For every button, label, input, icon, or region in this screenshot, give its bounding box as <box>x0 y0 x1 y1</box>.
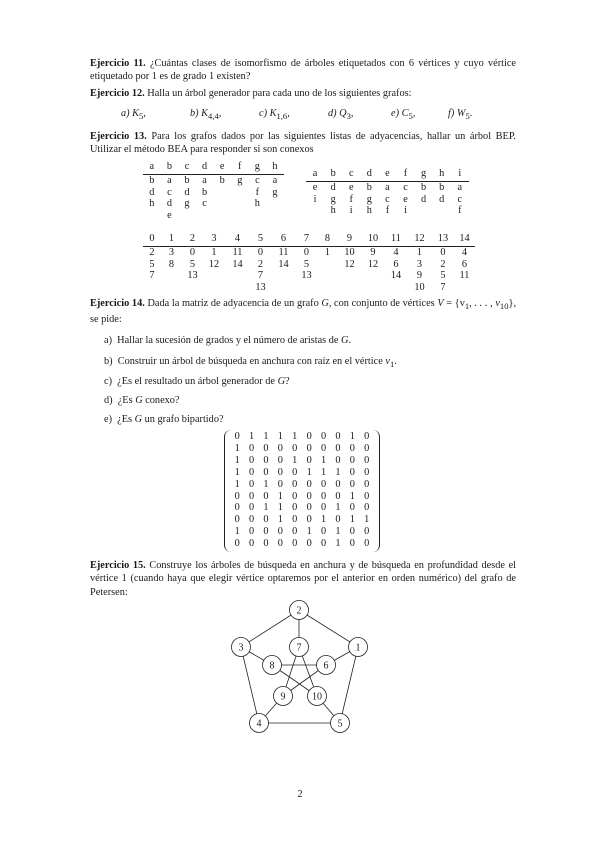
matrix-cell: 0 <box>320 431 327 442</box>
table-cell: c <box>403 181 408 193</box>
table-cell: g <box>184 198 190 210</box>
matrix-cell: 1 <box>292 431 298 442</box>
matrix-cell: 0 <box>349 538 355 550</box>
table-header-cell: e <box>213 161 231 174</box>
graph-item-f: f) $W_5$. <box>448 108 473 122</box>
table-header-cell: c <box>178 161 196 174</box>
matrix-cell: 0 <box>335 514 341 526</box>
exercise-12-label: Ejercicio 12. <box>90 88 145 99</box>
exercise-11-text: ¿Cuántas clases de isomorfismo de árboles etiquetados con 6 vértices y cuyo vértice etiquetado por 1 es de grado 1 existen? <box>90 58 516 83</box>
matrix-cell: 0 <box>277 538 283 550</box>
table-cell: 10 <box>414 282 425 294</box>
matrix-cell: 0 <box>249 454 255 466</box>
table-cell: c <box>385 193 390 205</box>
table-cell: 0 <box>189 246 196 258</box>
table-cell: c <box>202 198 207 210</box>
table-cell: c <box>167 186 172 198</box>
matrix-cell: 0 <box>292 514 298 526</box>
table-cell: g <box>366 193 372 205</box>
table-header-cell: 1 <box>161 233 182 246</box>
matrix-cell: 0 <box>234 490 240 502</box>
matrix-cell: 0 <box>335 490 341 502</box>
table-cell: 9 <box>416 270 423 282</box>
table-cell: 2 <box>257 258 264 270</box>
matrix-cell: 0 <box>349 442 355 454</box>
matrix-cell: 0 <box>306 490 312 502</box>
matrix-cell: 0 <box>263 466 269 478</box>
table-header-cell: a <box>306 168 324 181</box>
table-cell: 13 <box>187 270 198 282</box>
table-cell: 3 <box>168 246 175 258</box>
table-cell: b <box>366 181 372 193</box>
table-cell: 8 <box>168 258 175 270</box>
table-cell: 11 <box>232 246 243 258</box>
matrix-cell: 1 <box>234 442 240 454</box>
table-cell: b <box>439 181 445 193</box>
table-header-cell: f <box>231 161 249 174</box>
matrix-cell: 0 <box>349 466 355 478</box>
matrix-cell: 0 <box>234 514 240 526</box>
table-cell: 5 <box>149 258 155 270</box>
table-cell: h <box>330 205 336 217</box>
table-cell: 7 <box>257 270 264 282</box>
matrix-cell: 0 <box>263 526 269 538</box>
matrix-cell: 0 <box>306 454 312 466</box>
graph-node-label: 6 <box>323 660 329 672</box>
table-cell: g <box>330 193 336 205</box>
table-cell: f <box>255 186 260 198</box>
edge-2-1 <box>299 610 358 647</box>
table-header-cell: 10 <box>361 233 385 246</box>
matrix-cell: 0 <box>263 490 269 502</box>
edge-3-4 <box>241 647 259 723</box>
matrix-cell: 0 <box>234 431 240 442</box>
matrix-cell: 0 <box>335 478 341 490</box>
matrix-cell: 0 <box>249 514 255 526</box>
matrix-cell: 0 <box>364 538 370 550</box>
exercise-11-label: Ejercicio 11. <box>90 58 146 69</box>
exercise-14-item-b: b) Construir un árbol de búsqueda en anchura con raíz en el vértice $v_1$. <box>104 356 397 370</box>
matrix-cell: 0 <box>263 514 269 526</box>
graph-item-b: b) $K_{4,4}$, <box>190 108 222 122</box>
matrix-cell: 0 <box>320 490 327 502</box>
edge-1-5 <box>340 647 358 723</box>
table-cell: b <box>421 181 427 193</box>
matrix-cell: 1 <box>335 538 341 550</box>
table-cell: e <box>348 181 354 193</box>
table-cell: a <box>202 174 207 186</box>
matrix-cell: 1 <box>349 490 355 502</box>
graph-node-label: 7 <box>296 642 302 654</box>
table-header-cell: 8 <box>317 233 338 246</box>
matrix-cell: 0 <box>349 502 355 514</box>
table-cell: 13 <box>301 270 312 282</box>
table-cell: a <box>167 174 172 186</box>
table-cell: 14 <box>390 270 402 282</box>
table-cell: 1 <box>324 246 331 258</box>
table-header-cell: g <box>415 168 433 181</box>
graph-node-label: 9 <box>280 691 286 703</box>
matrix-cell: 0 <box>320 502 327 514</box>
table-cell: c <box>255 174 260 186</box>
matrix-cell: 0 <box>277 454 283 466</box>
table-cell: d <box>439 193 445 205</box>
matrix-cell: 0 <box>335 431 341 442</box>
table-header-cell: 7 <box>296 233 317 246</box>
matrix-cell: 1 <box>234 454 240 466</box>
table-header-cell: 11 <box>385 233 407 246</box>
table-cell: a <box>385 181 390 193</box>
table-header-cell: 9 <box>338 233 361 246</box>
table-header-cell: 13 <box>432 233 454 246</box>
matrix-cell: 1 <box>320 466 327 478</box>
matrix-cell: 1 <box>349 431 355 442</box>
exercise-12-text: Halla un árbol generador para cada uno de los siguientes grafos: <box>147 88 412 99</box>
table-cell: e <box>403 193 408 205</box>
table-header-cell: i <box>451 168 469 181</box>
matrix-cell: 0 <box>364 526 370 538</box>
table-cell: e <box>167 210 172 222</box>
exercise-15-label: Ejercicio 15. <box>90 560 146 571</box>
matrix-cell: 1 <box>234 466 240 478</box>
table-header-cell: f <box>396 168 414 181</box>
table-cell: a <box>457 181 463 193</box>
table-cell: a <box>272 174 278 186</box>
table-cell: h <box>366 205 372 217</box>
table-cell: e <box>312 181 318 193</box>
table-header-cell: c <box>342 168 360 181</box>
exercise-14-item-e: e) ¿Es G un grafo bipartido? <box>104 414 224 425</box>
table-cell: 14 <box>278 258 289 270</box>
matrix-cell: 1 <box>320 454 327 466</box>
exercise-14-item-a: a) Hallar la sucesión de grados y el número de aristas de G. <box>104 335 352 346</box>
matrix-cell: 0 <box>349 478 355 490</box>
table-cell: 11 <box>278 246 289 258</box>
table-cell: 12 <box>344 258 355 270</box>
table-cell: h <box>254 198 260 210</box>
table-cell: b <box>219 174 225 186</box>
matrix-cell: 0 <box>306 478 312 490</box>
exercise-14-item-c: c) ¿Es el resultado un árbol generador de G? <box>104 376 290 387</box>
matrix-cell: 0 <box>306 442 312 454</box>
matrix-cell: 0 <box>306 538 312 550</box>
table-cell: g <box>237 174 243 186</box>
matrix-cell: 1 <box>277 514 283 526</box>
petersen-edges <box>238 610 358 723</box>
graph-item-d: d) $Q_3$, <box>328 108 354 122</box>
matrix-cell: 1 <box>263 478 269 490</box>
matrix-cell: 1 <box>349 514 355 526</box>
matrix-cell: 0 <box>292 490 298 502</box>
petersen-nodes <box>232 601 368 733</box>
matrix-cell: 1 <box>234 526 240 538</box>
matrix-cell: 0 <box>234 502 240 514</box>
matrix-cell: 0 <box>335 442 341 454</box>
matrix-cell: 0 <box>320 526 327 538</box>
table-cell: i <box>313 193 317 205</box>
table-header-cell: d <box>196 161 214 174</box>
matrix-cell: 0 <box>263 442 269 454</box>
graph-node-label: 10 <box>312 691 322 703</box>
matrix-cell: 0 <box>277 442 283 454</box>
matrix-cell: 0 <box>263 538 269 550</box>
table-header-cell: g <box>249 161 267 174</box>
matrix-cell: 1 <box>320 514 327 526</box>
table-cell: d <box>330 181 336 193</box>
matrix-cell: 1 <box>335 526 341 538</box>
edge-2-3 <box>241 610 299 647</box>
exercise-13-text: Para los grafos dados por las siguientes listas de adyacencias, hallar un árbol BEP. Utilizar el método BEA para responder si son conexos <box>90 131 516 156</box>
matrix-cell: 0 <box>249 502 255 514</box>
graph-node-label: 2 <box>296 605 302 617</box>
matrix-cell: 0 <box>292 502 298 514</box>
matrix-cell: 1 <box>306 526 312 538</box>
matrix-cell: 1 <box>277 490 283 502</box>
table-header-cell: 6 <box>271 233 296 246</box>
table-header-cell: d <box>360 168 378 181</box>
matrix-cell: 1 <box>263 502 269 514</box>
table-cell: 10 <box>344 246 355 258</box>
exercise-15-text: Construye los árboles de búsqueda en anchura y de búsqueda en profundidad desde el vértice 1 (cuando haya que elegir vértice optaremos por el anterior en orden numérico) del grafo de Petersen: <box>90 560 516 598</box>
table-cell: b <box>149 174 155 186</box>
matrix-cell: 1 <box>234 478 240 490</box>
table-cell: 4 <box>393 246 399 258</box>
table-header-cell: a <box>143 161 161 174</box>
table-cell: d <box>166 198 172 210</box>
matrix-cell: 0 <box>320 478 327 490</box>
table-cell: d <box>149 186 155 198</box>
table-cell: 5 <box>189 258 196 270</box>
table-cell: 14 <box>232 258 243 270</box>
matrix-cell: 0 <box>364 490 370 502</box>
table-cell: 0 <box>440 246 446 258</box>
graph-item-e: e) $C_5$, <box>391 108 416 122</box>
matrix-cell: 0 <box>277 478 283 490</box>
table-header-cell: b <box>161 161 179 174</box>
table-cell: i <box>349 205 353 217</box>
table-cell: 6 <box>393 258 399 270</box>
matrix-cell: 0 <box>349 526 355 538</box>
matrix-cell: 0 <box>364 442 370 454</box>
matrix-cell: 0 <box>364 454 370 466</box>
matrix-cell: 0 <box>364 502 370 514</box>
matrix-cell: 0 <box>364 466 370 478</box>
matrix-cell: 0 <box>364 431 370 442</box>
table-header-cell: 4 <box>225 233 250 246</box>
matrix-cell: 0 <box>249 442 255 454</box>
matrix-cell: 1 <box>335 502 341 514</box>
matrix-cell: 1 <box>277 431 283 442</box>
matrix-cell: 0 <box>292 538 298 550</box>
matrix-cell: 0 <box>349 454 355 466</box>
table-cell: 1 <box>416 246 423 258</box>
table-header-cell: h <box>266 161 284 174</box>
exercise-14: Ejercicio 14. Dada la matriz de adyacencia de un grafo G, con conjunto de vértices $V = \{v_1$, . . . , $v_{10}$}, se pide: <box>90 298 517 326</box>
table-cell: 11 <box>459 270 470 282</box>
table-cell: d <box>184 186 190 198</box>
graph-node-label: 1 <box>355 642 361 654</box>
table-cell: 1 <box>211 246 217 258</box>
matrix-cell: 1 <box>277 502 283 514</box>
exercise-14-item-d: d) ¿Es G conexo? <box>104 395 180 406</box>
graph-node-label: 3 <box>238 642 244 654</box>
table-cell: c <box>457 193 463 205</box>
matrix-cell: 0 <box>249 526 255 538</box>
matrix-cell: 0 <box>249 490 255 502</box>
table-header-cell: e <box>378 168 396 181</box>
graph-node-label: 8 <box>269 660 275 672</box>
table-cell: 2 <box>149 246 155 258</box>
table-cell: 0 <box>257 246 264 258</box>
table-cell: 9 <box>370 246 376 258</box>
matrix-cell: 0 <box>277 526 283 538</box>
matrix-cell: 0 <box>249 538 255 550</box>
table-cell: 12 <box>208 258 220 270</box>
table-cell: h <box>149 198 155 210</box>
table-cell: f <box>458 205 462 217</box>
matrix-cell: 1 <box>263 431 269 442</box>
matrix-cell: 0 <box>306 431 312 442</box>
matrix-cell: 0 <box>364 478 370 490</box>
matrix-cell: 1 <box>306 466 312 478</box>
table-cell: 4 <box>461 246 468 258</box>
matrix-cell: 0 <box>263 454 269 466</box>
graph-item-c: c) $K_{1,6}$, <box>259 108 290 122</box>
table-cell: 3 <box>416 258 423 270</box>
matrix-cell: 0 <box>292 442 298 454</box>
matrix-cell: 0 <box>320 442 327 454</box>
table-cell: d <box>421 193 427 205</box>
table-header-cell: 12 <box>407 233 432 246</box>
matrix-cell: 0 <box>335 454 341 466</box>
graph-node-label: 5 <box>337 718 343 730</box>
matrix-cell: 0 <box>320 538 327 550</box>
matrix-cell: 0 <box>234 538 240 550</box>
table-cell: b <box>202 186 208 198</box>
table-cell: g <box>272 186 278 198</box>
matrix-cell: 0 <box>306 514 312 526</box>
table-cell: 12 <box>367 258 379 270</box>
exercise-14-label: Ejercicio 14. <box>90 298 145 309</box>
matrix-cell: 1 <box>364 514 370 526</box>
matrix-cell: 0 <box>292 466 298 478</box>
table-cell: 5 <box>440 270 446 282</box>
table-cell: 13 <box>255 282 266 294</box>
exercise-13-label: Ejercicio 13. <box>90 131 147 142</box>
table-header-cell: 14 <box>454 233 475 246</box>
table-header-cell: h <box>433 168 451 181</box>
table-cell: 2 <box>440 258 446 270</box>
matrix-cell: 1 <box>249 431 255 442</box>
matrix-cell: 0 <box>292 526 298 538</box>
matrix-cell: 0 <box>277 466 283 478</box>
table-cell: 6 <box>461 258 468 270</box>
graph-item-a: a) $K_5$, <box>121 108 146 122</box>
table-header-cell: 5 <box>250 233 271 246</box>
table-header-cell: 0 <box>143 233 161 246</box>
matrix-cell: 0 <box>306 502 312 514</box>
table-header-cell: b <box>324 168 342 181</box>
table-cell: 7 <box>149 270 155 282</box>
table-header-cell: 2 <box>182 233 203 246</box>
table-cell: f <box>349 193 353 205</box>
table-cell: b <box>184 174 190 186</box>
matrix-cell: 0 <box>292 478 298 490</box>
matrix-cell: 0 <box>249 478 255 490</box>
matrix-cell: 0 <box>249 466 255 478</box>
matrix-cell: 1 <box>335 466 341 478</box>
table-cell: 7 <box>440 282 446 294</box>
table-cell: 5 <box>303 258 310 270</box>
table-cell: i <box>404 205 407 217</box>
table-cell: 0 <box>303 246 310 258</box>
matrix-cell: 1 <box>292 454 298 466</box>
table-cell: f <box>385 205 390 217</box>
graph-node-label: 4 <box>256 718 262 730</box>
page-number: 2 <box>297 789 303 800</box>
table-header-cell: 3 <box>203 233 225 246</box>
